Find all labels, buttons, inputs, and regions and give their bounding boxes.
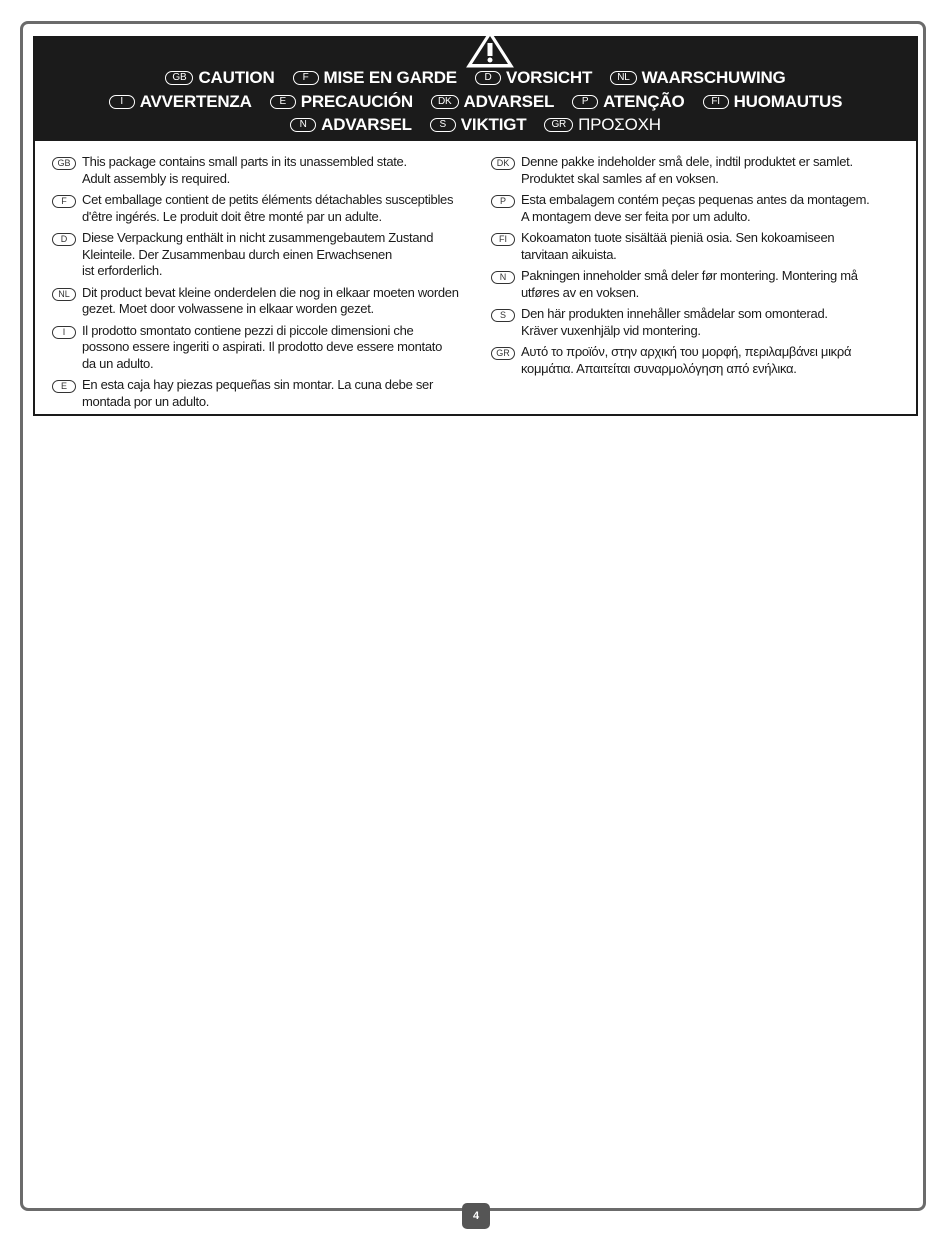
warning-title: VORSICHT	[505, 68, 593, 87]
header-row-3	[35, 115, 916, 135]
language-badge: N	[491, 271, 515, 284]
warning-title: ATENÇÃO	[603, 92, 685, 111]
warning-text: Esta embalagem contém peças pequenas antes da montagem. A montagem deve ser feita por um adulto.	[521, 192, 870, 224]
warning-text: Den här produkten innehåller smådelar som omonterad. Kräver vuxenhjälp vid montering.	[521, 306, 828, 338]
header-item	[572, 92, 684, 112]
language-badge: F	[52, 195, 76, 208]
header-item	[290, 115, 412, 135]
warning-entry	[491, 306, 901, 339]
warning-entry	[52, 377, 477, 410]
warning-entry	[52, 323, 477, 373]
language-badge: GB	[165, 71, 193, 85]
warning-text: This package contains small parts in its unassembled state. Adult assembly is required.	[82, 154, 407, 186]
warning-text: Kokoamaton tuote sisältää pieniä osia. Sen kokoamiseen tarvitaan aikuista.	[521, 230, 835, 262]
warning-title: ΠΡΟΣΟΧΗ	[578, 115, 661, 134]
warning-entry	[491, 192, 901, 225]
warning-entry	[52, 285, 477, 318]
header-item	[293, 68, 457, 88]
language-badge: P	[491, 195, 515, 208]
language-badge: E	[270, 95, 296, 109]
header-item	[475, 68, 592, 88]
language-badge: D	[52, 233, 76, 246]
page-number: 4	[462, 1203, 490, 1229]
language-badge: S	[491, 309, 515, 322]
language-badge: D	[475, 71, 501, 85]
language-badge: I	[52, 326, 76, 339]
language-badge: GR	[491, 347, 515, 360]
language-badge: FI	[703, 95, 729, 109]
language-badge: GR	[544, 118, 573, 132]
warning-entry	[491, 344, 901, 377]
warning-entry	[491, 230, 901, 263]
header-item	[430, 115, 527, 135]
header-item	[703, 92, 843, 112]
header-item	[544, 115, 660, 135]
warning-title: MISE EN GARDE	[323, 68, 457, 87]
warning-text: Denne pakke indeholder små dele, indtil produktet er samlet. Produktet skal samles af en voksen.	[521, 154, 853, 186]
language-badge: NL	[52, 288, 76, 301]
warning-title: HUOMAUTUS	[733, 92, 843, 111]
right-column	[491, 154, 901, 382]
warning-text: Αυτό το προϊόν, στην αρχική του μορφή, περιλαμβάνει μικρά κομμάτια. Απαιτείται συναρμολόγηση από ενήλικα.	[521, 344, 852, 376]
warning-text: Diese Verpackung enthält in nicht zusammengebautem Zustand Kleinteile. Der Zusammenbau durch einen Erwachsenen ist erforderlich.	[82, 230, 434, 278]
header-item	[109, 92, 252, 112]
language-badge: E	[52, 380, 76, 393]
header-row-1	[35, 68, 916, 88]
warning-box	[33, 36, 918, 416]
language-badge: I	[109, 95, 135, 109]
warning-text: Il prodotto smontato contiene pezzi di piccole dimensioni che possono essere ingeriti o aspirati. Il prodotto deve essere montato da un adulto.	[82, 322, 443, 371]
language-badge: S	[430, 118, 456, 132]
warning-entry	[52, 192, 477, 225]
warning-entry	[52, 154, 477, 187]
language-badge: DK	[431, 95, 459, 109]
warning-entry	[491, 154, 901, 187]
warning-title: WAARSCHUWING	[641, 68, 786, 87]
warning-title: ADVARSEL	[321, 115, 412, 134]
language-badge: NL	[610, 71, 636, 85]
warning-entry	[491, 268, 901, 301]
warning-title: ADVARSEL	[463, 92, 555, 111]
language-badge: F	[293, 71, 319, 85]
warning-text: Pakningen inneholder små deler før montering. Montering må utføres av en voksen.	[521, 268, 858, 300]
warning-text: Cet emballage contient de petits éléments détachables susceptibles d'être ingérés. Le produit doit être monté par un adulte.	[82, 192, 454, 224]
language-badge: P	[572, 95, 598, 109]
language-badge: GB	[52, 157, 76, 170]
language-badge: FI	[491, 233, 515, 246]
header-row-2	[35, 92, 916, 112]
warning-title: CAUTION	[198, 68, 275, 87]
header-item	[165, 68, 274, 88]
warning-title: AVVERTENZA	[139, 92, 252, 111]
left-column	[52, 154, 477, 415]
warning-text: Dit product bevat kleine onderdelen die nog in elkaar moeten worden gezet. Moet door volwassene in elkaar worden gezet.	[82, 284, 459, 316]
warning-banner	[35, 38, 916, 141]
warning-title: PRECAUCIÓN	[300, 92, 413, 111]
language-badge: DK	[491, 157, 515, 170]
header-item	[610, 68, 785, 88]
header-item	[270, 92, 413, 112]
header-item	[431, 92, 554, 112]
warning-text: En esta caja hay piezas pequeñas sin montar. La cuna debe ser montada por un adulto.	[82, 377, 434, 409]
language-badge: N	[290, 118, 316, 132]
warning-title: VIKTIGT	[460, 115, 527, 134]
warning-entry	[52, 230, 477, 280]
warning-triangle-icon	[465, 29, 515, 69]
